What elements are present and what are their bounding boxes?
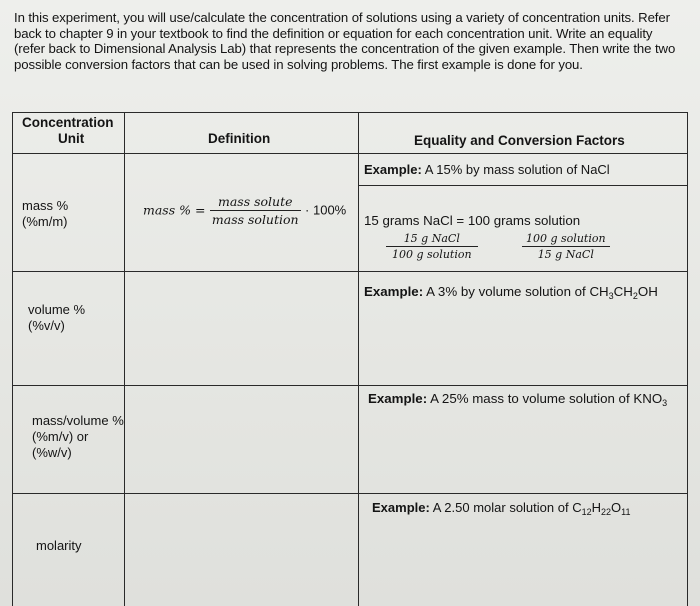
subscript: 3 [608,291,614,301]
unit-mass-percent [22,198,68,230]
subscript: 22 [600,507,611,517]
factor-2-denominator: 15 g NaCl [537,248,594,261]
example-mass-volume-percent [368,391,667,407]
example-text: A 15% by mass solution of NaCl [424,162,610,177]
unit-abbr: (%m/v) or [32,429,89,444]
example-text: OH [637,284,658,299]
header-unit-line1: Concentration [22,115,114,130]
row-divider-2 [12,385,688,386]
equality-mass-percent: 15 grams NaCl = 100 grams solution [364,213,581,228]
unit-abbr: (%m/m) [22,214,68,229]
definition-suffix: · 100% [305,202,347,218]
unit-volume-percent [28,302,85,334]
definition-lhs: mass % = [143,202,206,218]
header-definition: Definition [208,131,271,146]
unit-name: volume % [28,302,86,317]
unit-name: mass/volume % [32,413,124,428]
example-text: CH [613,284,633,299]
definition-denominator: mass solution [211,212,299,227]
unit-abbr-alt: (%w/v) [32,445,72,460]
table-border-right [687,112,688,606]
column-divider-1 [124,112,125,606]
subscript: 3 [662,398,668,408]
factor-1-fraction [386,232,478,261]
definition-fraction [210,194,301,227]
table-border-top [12,112,688,113]
header-unit [22,115,122,147]
definition-mass-percent [143,194,346,227]
row-divider-1 [12,271,688,272]
column-divider-2 [358,112,359,606]
subscript: 2 [632,291,638,301]
definition-numerator: mass solute [210,194,301,211]
example-text: O [611,500,622,515]
conversion-factor-2 [522,232,610,261]
subscript: 11 [621,507,631,517]
header-divider [12,153,688,154]
example-divider-1 [358,185,688,186]
example-label: Example: [372,500,430,515]
concentration-table [12,112,688,606]
unit-molarity: molarity [36,538,82,553]
header-equality: Equality and Conversion Factors [414,133,625,148]
table-border-left [12,112,13,606]
example-volume-percent [364,284,658,300]
example-label: Example: [364,162,422,177]
header-unit-line2: Unit [58,131,85,146]
unit-name: mass % [22,198,69,213]
example-text: A 3% by volume solution of CH [426,284,609,299]
factor-2-fraction [522,232,610,261]
unit-mass-volume-percent [32,413,124,461]
instructions-paragraph: In this experiment, you will use/calculate the concentration of solutions using a variety of concentration units. Refer back to chapter 9 in your textbook to find the definition or equation for each concentration unit. Write an equality (refer back to Dimensional Analysis Lab) that represents the concentration of the given example. Then write the two possible conversion factors that can be used in solving problems. The first example is done for you. [14,10,676,72]
example-label: Example: [364,284,424,299]
row-divider-3 [12,493,688,494]
factor-2-numerator: 100 g solution [522,232,610,247]
example-text: A 25% mass to volume solution of KNO [430,391,663,406]
conversion-factor-1 [386,232,478,261]
example-text: A 2.50 molar solution of C [432,500,582,515]
example-text: H [591,500,601,515]
example-molarity [372,500,630,516]
example-mass-percent [364,162,610,178]
subscript: 12 [581,507,592,517]
example-label: Example: [368,391,428,406]
factor-1-numerator: 15 g NaCl [386,232,478,247]
unit-abbr: (%v/v) [28,318,65,333]
factor-1-denominator: 100 g solution [392,248,472,261]
